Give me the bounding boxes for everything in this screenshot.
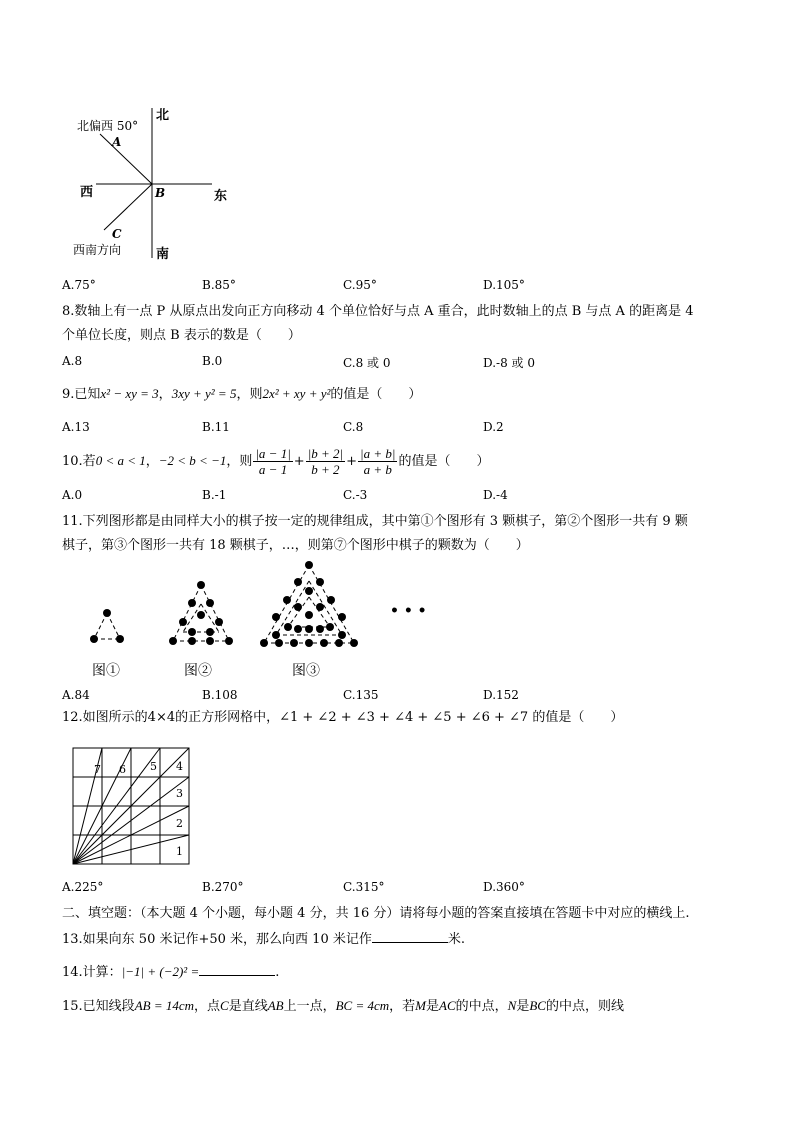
q11-figures — [80, 555, 440, 685]
compass-east: 东 — [214, 189, 228, 204]
q10-cond1: 0 < a < 1 — [95, 453, 146, 468]
q9-options — [62, 420, 762, 436]
q15-text-6: 的中点， — [455, 999, 508, 1014]
q9-option-d: D.2 — [483, 420, 504, 434]
q12-option-c: C.315° — [343, 880, 385, 894]
q7-option-d: D.105° — [483, 278, 525, 292]
q9-expr3: 2x² + xy + y² — [262, 386, 331, 401]
q10-options — [62, 488, 762, 504]
q13-suffix: 米. — [447, 932, 465, 947]
q9-expr1: x² − xy = 3 — [100, 386, 159, 401]
q14-expression: |−1| + (−2)² = — [121, 964, 200, 979]
q15-text-3: 上一点， — [283, 999, 336, 1014]
fig-label-1: 图① — [92, 663, 120, 679]
q15-segment-ac: AC — [439, 998, 456, 1013]
angle-label-4: 4 — [176, 760, 183, 773]
q12-options — [62, 880, 762, 896]
q10-fraction-1 — [253, 446, 292, 477]
q8-option-d: D.-8 或 0 — [483, 356, 535, 370]
q10-frac1-denominator: a − 1 — [258, 462, 288, 477]
angle-label-2: 2 — [176, 817, 183, 830]
q15-prefix: 15.已知线段 — [62, 999, 135, 1014]
q11-option-d: D.152 — [483, 688, 519, 702]
q12-text: 12.如图所示的4×4的正方形网格中，∠1 + ∠2 + ∠3 + ∠4 + ∠5 + ∠6 + ∠7 的值是（ ） — [62, 710, 624, 725]
q11-text-line2: 棋子，第③个图形一共有 18 颗棋子，…，则第⑦个图形中棋子的颗数为（ ） — [62, 538, 529, 553]
q10-option-d: D.-4 — [483, 488, 508, 502]
q9-sep: ， — [158, 387, 172, 402]
compass-west: 西 — [80, 185, 94, 200]
q11-option-b: B.108 — [202, 688, 238, 702]
q8-option-a: A.8 — [62, 354, 83, 368]
angle-label-6: 6 — [119, 763, 126, 776]
fig-label-3: 图③ — [292, 663, 320, 679]
figure-1-triangle — [90, 609, 124, 643]
q9-option-c: C.8 — [343, 420, 364, 434]
point-a-label: A — [112, 135, 122, 149]
q9-prefix: 9.已知 — [62, 387, 101, 402]
q14-answer-blank[interactable] — [199, 963, 275, 976]
q15-text-7: 是 — [516, 999, 530, 1014]
q10-cond2: −2 < b < −1 — [158, 453, 227, 468]
q15-text-8: 的中点，则线 — [545, 999, 624, 1014]
q10-sep: ， — [145, 454, 159, 469]
q8-option-c: C.8 或 0 — [343, 356, 391, 370]
q11-ellipsis: • • • — [390, 603, 427, 619]
q13-question — [62, 930, 465, 948]
q10-mid: ，则 — [226, 454, 253, 469]
q14-question — [62, 963, 279, 981]
q10-option-b: B.-1 — [202, 488, 227, 502]
q11-text-line1: 11.下列图形都是由同样大小的棋子按一定的规律组成，其中第①个图形有 3 颗棋子，第②个图形一共有 9 颗 — [62, 514, 688, 529]
q15-point-c: C — [220, 998, 229, 1013]
compass-north: 北 — [156, 108, 170, 123]
q10-suffix: 的值是（ ） — [398, 454, 490, 469]
q7-options — [62, 278, 762, 294]
angle-label-5: 5 — [150, 760, 157, 773]
q15-line-ab: AB — [267, 998, 284, 1013]
compass-south: 南 — [156, 247, 170, 262]
q10-fraction-3 — [358, 446, 397, 477]
q10-frac2-denominator: b + 2 — [311, 462, 340, 477]
q15-text-4: ，若 — [389, 999, 416, 1014]
q12-option-b: B.270° — [202, 880, 244, 894]
q15-bc-length: BC = 4cm — [335, 998, 390, 1013]
label-north-west-50: 北偏西 50° — [77, 119, 139, 133]
q9-suffix: 的值是（ ） — [330, 387, 422, 402]
q14-suffix: . — [275, 965, 280, 980]
q10-frac1-numerator: |a − 1| — [255, 446, 291, 461]
q7-option-b: B.85° — [202, 278, 236, 292]
q10-frac3-denominator: a + b — [363, 462, 392, 477]
q15-segment-bc: BC — [529, 998, 546, 1013]
section2-header: 二、填空题：（本大题 4 个小题，每小题 4 分，共 16 分）请将每小题的答案直接填在答题卡中对应的横线上. — [62, 906, 690, 921]
q12-option-d: D.360° — [483, 880, 525, 894]
q15-point-n: N — [507, 998, 517, 1013]
q10-prefix: 10.若 — [62, 454, 96, 469]
q10-plus-1: + — [293, 454, 305, 469]
q12-option-a: A.225° — [62, 880, 104, 894]
q10-frac2-numerator: |b + 2| — [307, 446, 344, 461]
q8-options — [62, 354, 762, 370]
q13-answer-blank[interactable] — [372, 930, 448, 943]
q11-options — [62, 688, 762, 704]
q15-text-5: 是 — [426, 999, 440, 1014]
q15-text-1: ，点 — [194, 999, 221, 1014]
q11-option-c: C.135 — [343, 688, 379, 702]
q15-question — [62, 998, 624, 1015]
q15-text-2: 是直线 — [228, 999, 268, 1014]
q9-option-b: B.11 — [202, 420, 230, 434]
q10-plus-2: + — [346, 454, 358, 469]
q15-ab-length: AB = 14cm — [134, 998, 194, 1013]
q11-option-a: A.84 — [62, 688, 90, 702]
q9-question — [62, 386, 421, 403]
q10-option-c: C.-3 — [343, 488, 368, 502]
q9-expr2: 3xy + y² = 5 — [171, 386, 237, 401]
q10-frac3-numerator: |a + b| — [360, 446, 396, 461]
fig-label-2: 图② — [184, 663, 212, 679]
q10-option-a: A.0 — [62, 488, 83, 502]
q8-text-line1: 8.数轴上有一点 P 从原点出发向正方向移动 4 个单位恰好与点 A 重合，此时数轴上的点 B 与点 A 的距离是 4 — [62, 304, 694, 319]
q8-text-line2: 个单位长度，则点 B 表示的数是（ ） — [62, 328, 301, 343]
label-south-west: 西南方向 — [73, 243, 122, 257]
angle-label-3: 3 — [176, 787, 183, 800]
q9-option-a: A.13 — [62, 420, 90, 434]
q12-grid-figure — [70, 745, 194, 869]
q10-fraction-2 — [306, 446, 345, 477]
q7-option-a: A.75° — [62, 278, 96, 292]
q7-option-c: C.95° — [343, 278, 377, 292]
compass-figure — [60, 100, 260, 270]
q15-point-m: M — [415, 998, 427, 1013]
q14-prefix: 14.计算： — [62, 965, 122, 980]
angle-label-1: 1 — [176, 845, 183, 858]
q13-prefix: 13.如果向东 50 米记作+50 米，那么向西 10 米记作 — [62, 932, 372, 947]
q9-mid: ，则 — [236, 387, 263, 402]
point-c-label: C — [112, 227, 122, 241]
point-b-label: B — [155, 186, 166, 200]
q8-option-b: B.0 — [202, 354, 223, 368]
angle-label-7: 7 — [94, 763, 101, 776]
q10-question — [62, 445, 489, 478]
